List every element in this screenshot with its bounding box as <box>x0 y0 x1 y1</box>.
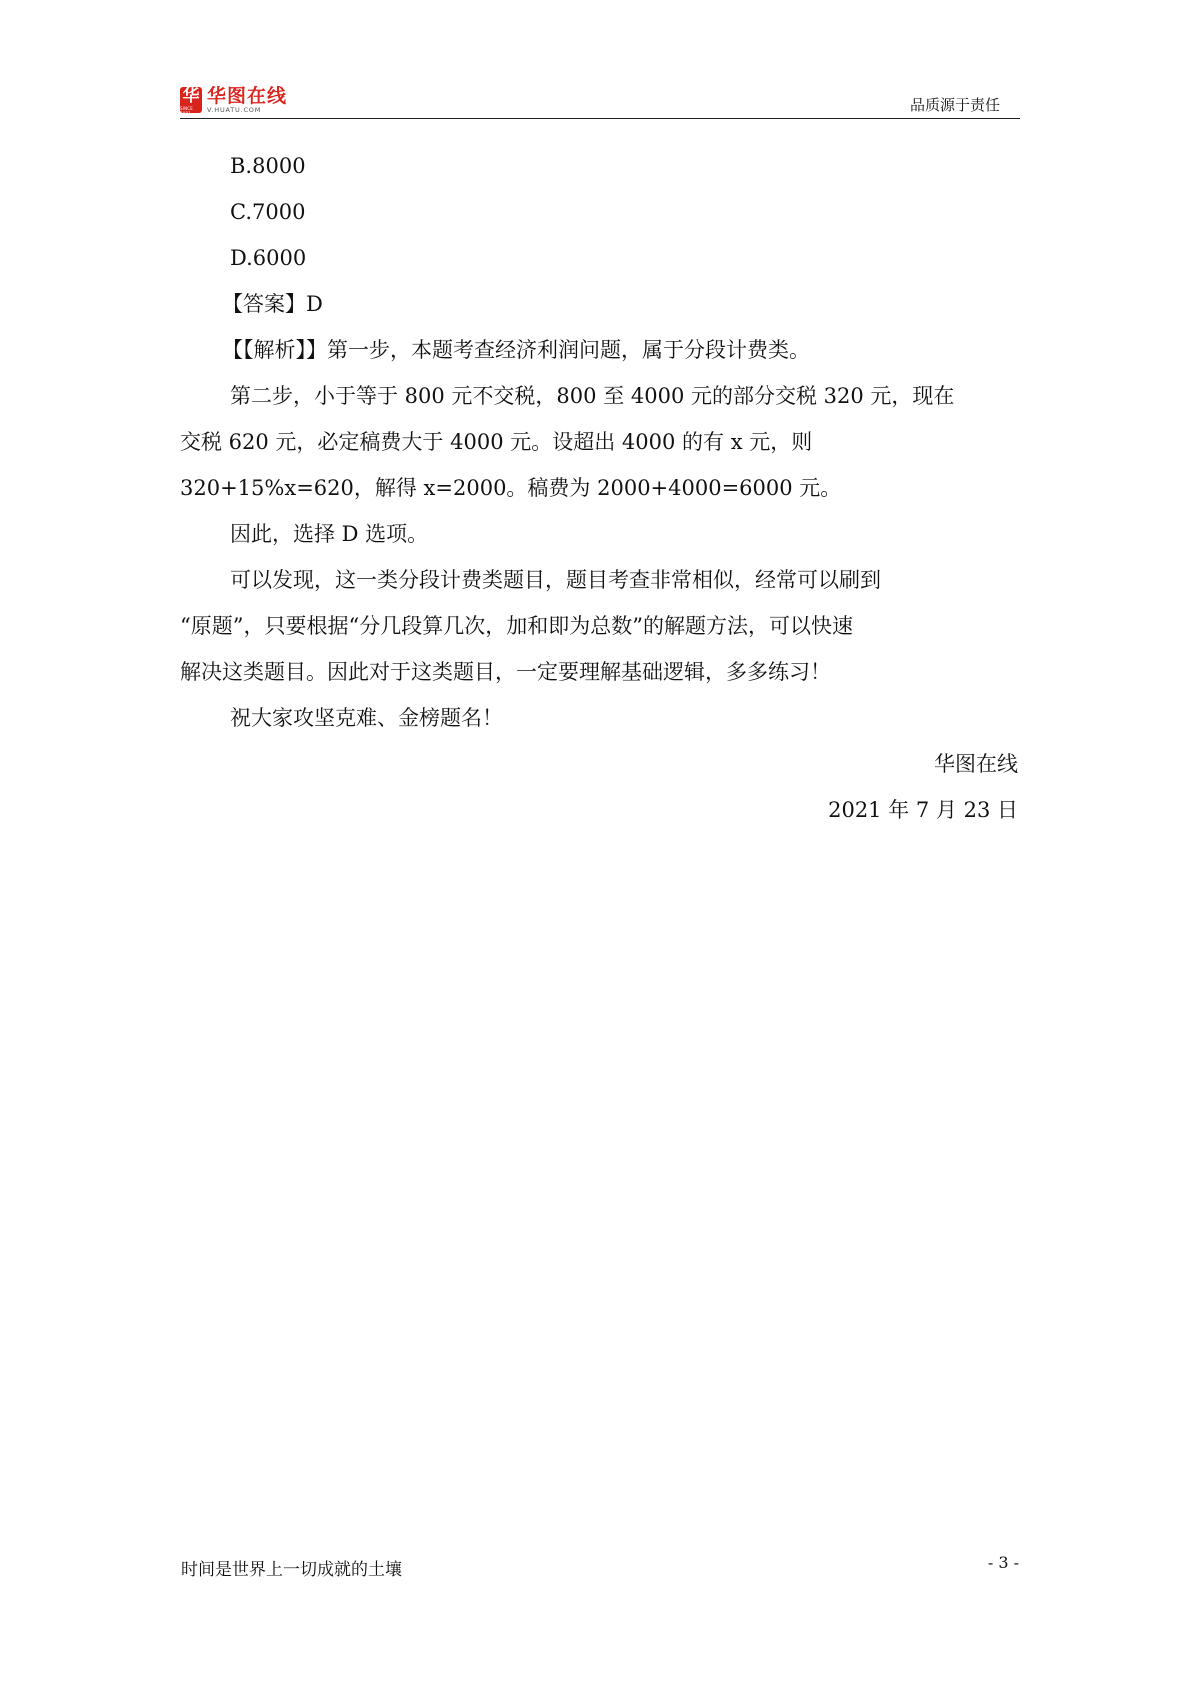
logo-since: SINCE 2001 <box>180 106 194 116</box>
note-line-1: 可以发现，这一类分段计费类题目，题目考查非常相似，经常可以刷到 <box>230 568 881 592</box>
conclusion: 因此，选择 D 选项。 <box>230 522 429 546</box>
analysis-step-2-line-1: 第二步，小于等于 800 元不交税，800 至 4000 元的部分交税 320 元，现在 <box>230 384 955 408</box>
date: 2021 年 7 月 23 日 <box>828 798 1018 822</box>
page-header <box>180 82 1020 119</box>
signature: 华图在线 <box>934 752 1018 776</box>
huatu-logo-icon <box>180 86 202 116</box>
option-d: D.6000 <box>230 246 307 270</box>
logo-glyph: 华 <box>182 86 200 106</box>
note-line-3: 解决这类题目。因此对于这类题目，一定要理解基础逻辑，多多练习！ <box>180 660 831 684</box>
document-body <box>180 143 1020 833</box>
footer-motto: 时间是世界上一切成就的土壤 <box>181 1560 402 1580</box>
answer: 【答案】D <box>222 292 323 316</box>
note-line-2: “原题”，只要根据“分几段算几次，加和即为总数”的解题方法，可以快速 <box>180 614 853 638</box>
logo-name: 华图在线 <box>207 85 288 107</box>
option-b: B.8000 <box>230 154 306 178</box>
logo-url: V.HUATU.COM <box>207 106 262 114</box>
huatu-logo <box>180 84 287 116</box>
page-number: - 3 - <box>987 1553 1019 1572</box>
analysis-step-2-line-3: 320+15%x=620，解得 x=2000。稿费为 2000+4000=6000 元。 <box>180 476 842 500</box>
option-c: C.7000 <box>230 200 306 224</box>
analysis-step-2-line-2: 交税 620 元，必定稿费大于 4000 元。设超出 4000 的有 x 元，则 <box>180 430 813 454</box>
analysis-step-1: 【【解析】】第一步，本题考查经济利润问题，属于分段计费类。 <box>222 338 810 362</box>
wish: 祝大家攻坚克难、金榜题名！ <box>230 706 503 730</box>
header-slogan: 品质源于责任 <box>909 96 1000 114</box>
